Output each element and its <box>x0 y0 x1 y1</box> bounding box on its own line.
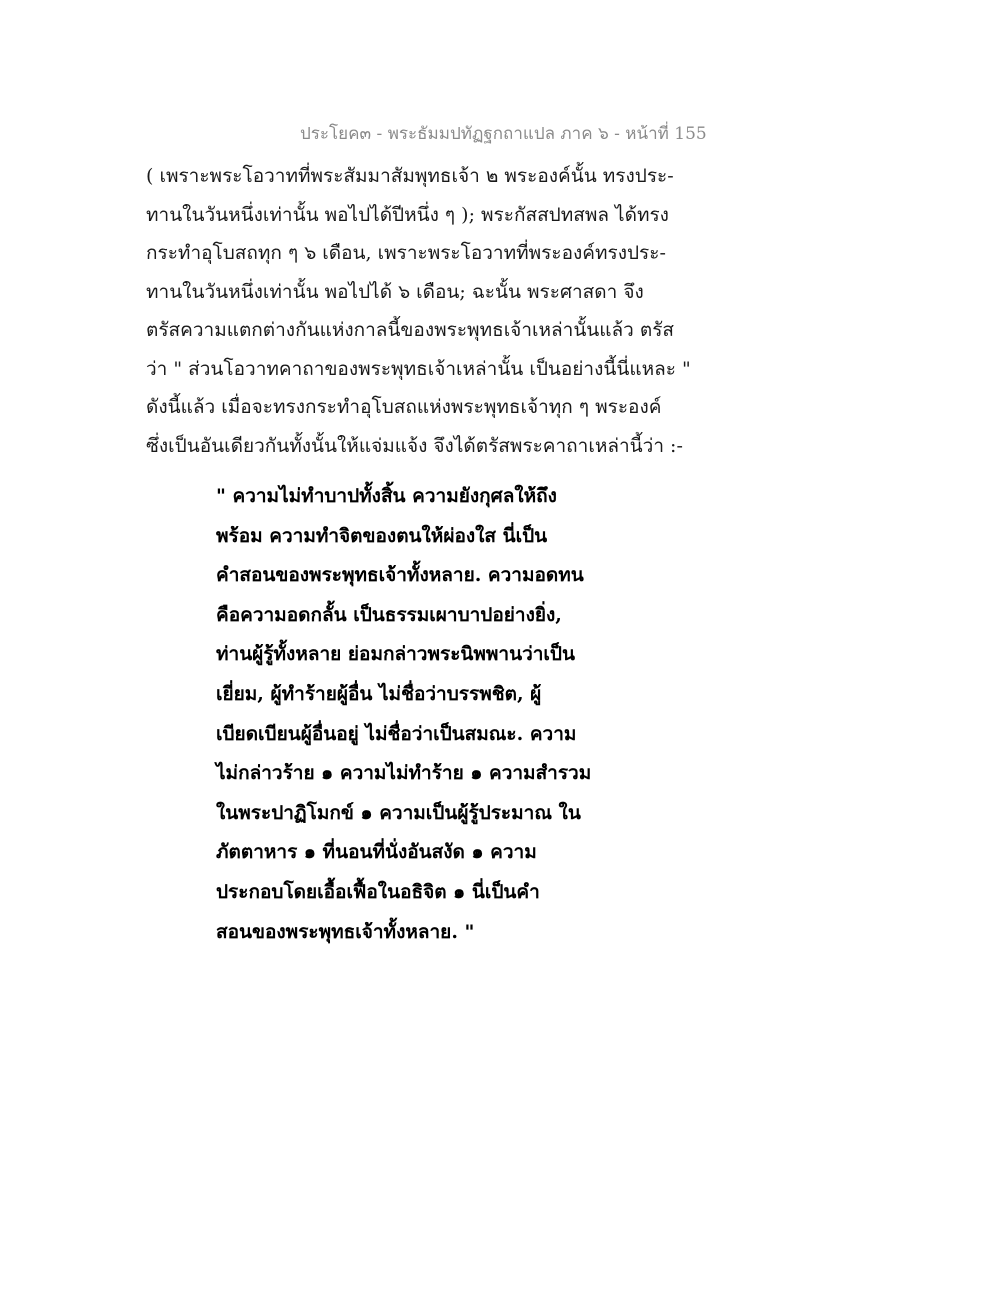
body-line: ดังนี้แล้ว เมื่อจะทรงกระทำอุโบสถแห่งพระพุทธเจ้าทุก ๆ พระองค์ <box>146 396 662 418</box>
body-line: ( เพราะพระโอวาทที่พระสัมมาสัมพุทธเจ้า ๒ พระองค์นั้น ทรงประ- <box>146 165 674 187</box>
verse-line: เบียดเบียนผู้อื่นอยู่ ไม่ชื่อว่าเป็นสมณะ. ความ <box>216 722 577 745</box>
body-line: ทานในวันหนึ่งเท่านั้น พอไปได้ ๖ เดือน; ฉะนั้น พระศาสดา จึง <box>146 280 644 303</box>
verse-line: ในพระปาฏิโมกข์ ๑ ความเป็นผู้รู้ประมาณ ใน <box>216 801 581 824</box>
verse-line: พร้อม ความทำจิตของตนให้ผ่องใส นี่เป็น <box>216 524 548 547</box>
body-line: ทานในวันหนึ่งเท่านั้น พอไปได้ปีหนึ่ง ๆ ); พระกัสสปทสพล ได้ทรง <box>146 203 669 226</box>
body-line: ซึ่งเป็นอันเดียวกันทั้งนั้นให้แจ่มแจ้ง จึงได้ตรัสพระคาถาเหล่านี้ว่า :- <box>146 434 683 457</box>
verse-block <box>216 477 636 952</box>
verse-line: คือความอดกลั้น เป็นธรรมเผาบาปอย่างยิ่ง, <box>216 603 562 626</box>
body-paragraph <box>146 157 706 465</box>
verse-line: ไม่กล่าวร้าย ๑ ความไม่ทำร้าย ๑ ความสำรวม <box>216 762 592 785</box>
body-line: กระทำอุโบสถทุก ๆ ๖ เดือน, เพราะพระโอวาทที่พระองค์ทรงประ- <box>146 242 666 264</box>
verse-line: ประกอบโดยเอื้อเฟื้อในอธิจิต ๑ นี่เป็นคำ <box>216 880 540 903</box>
verse-line: ภัตตาหาร ๑ ที่นอนที่นั่งอันสงัด ๑ ความ <box>216 841 537 864</box>
verse-line: ท่านผู้รู้ทั้งหลาย ย่อมกล่าวพระนิพพานว่าเป็น <box>216 643 575 666</box>
body-line: ตรัสความแตกต่างกันแห่งกาลนี้ของพระพุทธเจ้าเหล่านั้นแล้ว ตรัส <box>146 319 675 341</box>
verse-line: สอนของพระพุทธเจ้าทั้งหลาย. " <box>216 920 475 943</box>
verse-line: เยี่ยม, ผู้ทำร้ายผู้อื่น ไม่ชื่อว่าบรรพชิต, ผู้ <box>216 682 542 705</box>
verse-line: " ความไม่ทำบาปทั้งสิ้น ความยังกุศลให้ถึง <box>216 485 557 507</box>
body-line: ว่า " ส่วนโอวาทคาถาของพระพุทธเจ้าเหล่านั้น เป็นอย่างนี้นี่แหละ " <box>146 357 691 380</box>
running-header: ประโยค๓ - พระธัมมปทัฏฐกถาแปล ภาค ๖ - หน้าที่ 155 <box>300 124 707 144</box>
verse-line: คำสอนของพระพุทธเจ้าทั้งหลาย. ความอดทน <box>216 564 584 587</box>
